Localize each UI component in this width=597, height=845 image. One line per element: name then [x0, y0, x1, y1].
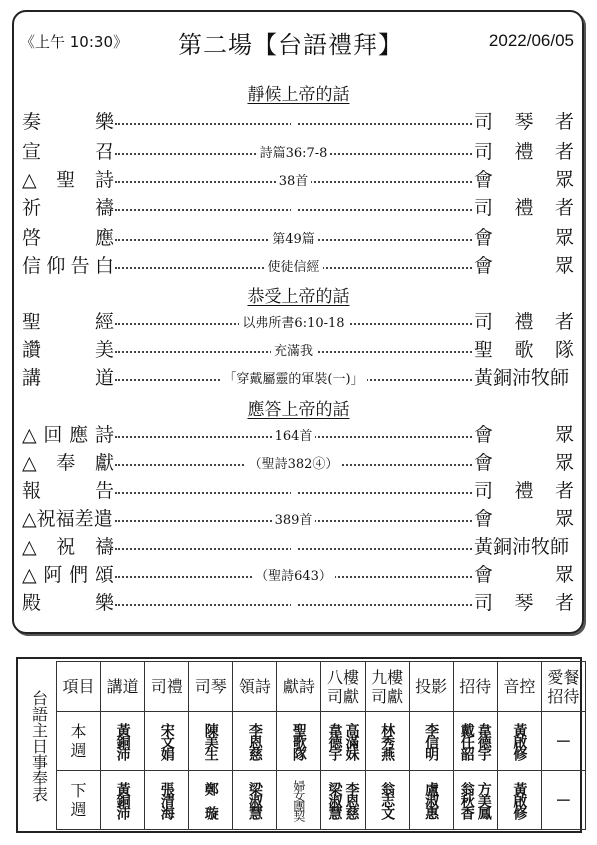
- cell-names: [321, 782, 364, 818]
- table-cell: [365, 712, 409, 771]
- service-header: [0, 27, 597, 57]
- cell-names: [145, 782, 188, 818]
- service-item-detail: 第49篇: [269, 232, 318, 247]
- service-item-detail-wrap: [115, 224, 472, 254]
- person-name: 盧淑惠: [423, 782, 440, 818]
- table-cell: [101, 712, 145, 771]
- person-name: 黃啟修: [511, 723, 528, 759]
- service-item: [22, 166, 574, 194]
- table-header-cell: 九樓司獻: [365, 662, 409, 712]
- service-item-detail: [291, 485, 297, 500]
- cell-names: [498, 782, 541, 818]
- person-name: 婦女團契: [291, 780, 306, 820]
- service-item-detail: 詩篇36:7-8: [257, 146, 331, 161]
- section-heading: 恭受上帝的話: [247, 287, 350, 307]
- service-item-responsible: 司 琴 者: [474, 592, 574, 614]
- service-time: 《上午 10:30》: [20, 33, 128, 51]
- service-item-name: 信 仰 告 白: [22, 255, 114, 277]
- service-item: [22, 252, 574, 280]
- cell-names: [542, 732, 585, 751]
- person-name: 韋德宇: [326, 723, 343, 759]
- table-cell: [453, 712, 497, 771]
- service-item-name: 奏 樂: [22, 111, 114, 133]
- service-item: [22, 449, 574, 477]
- page-title: 第二場【台語禮拜】: [178, 31, 403, 59]
- person-name: 方美鳳: [475, 782, 492, 818]
- table-header-cell: 司禮: [145, 662, 189, 712]
- person-name: 翁秋香: [458, 782, 475, 818]
- cell-names: [101, 723, 144, 759]
- service-item-responsible: 會 眾: [474, 508, 574, 530]
- table-header-row: [22, 662, 586, 712]
- table-cell: [277, 712, 321, 771]
- person-name: 李信明: [423, 723, 440, 759]
- service-item-responsible: 會 眾: [474, 169, 574, 191]
- person-name: 韋德宇: [475, 723, 492, 759]
- service-item-responsible: 會 眾: [474, 424, 574, 446]
- cell-names: [542, 791, 585, 810]
- person-name: 黃啟修: [511, 782, 528, 818]
- table-cell: [541, 771, 585, 830]
- service-item: [22, 533, 574, 561]
- service-item-responsible: 會 眾: [474, 564, 574, 586]
- duty-table-title: 台語主日事奉表: [22, 662, 57, 830]
- service-item-name: △ 祝 福 差 遣: [22, 508, 113, 530]
- service-item-name: △ 奉 獻: [22, 452, 114, 474]
- service-item-name: △ 祝 禱: [22, 536, 114, 558]
- table-cell: [541, 712, 585, 771]
- service-item-detail-wrap: [115, 505, 472, 535]
- service-item: [22, 308, 574, 336]
- table-header-cell: 八樓司獻: [321, 662, 365, 712]
- service-item-detail: [291, 202, 297, 217]
- cell-names: [321, 723, 364, 759]
- service-date: 2022/06/05: [488, 31, 574, 50]
- section-heading: 應答上帝的話: [247, 400, 350, 420]
- table-row: [22, 712, 586, 771]
- cell-names: [233, 782, 276, 818]
- service-item-name: 讚 美: [22, 339, 114, 361]
- cell-names: [277, 780, 320, 820]
- service-item: [22, 561, 574, 589]
- table-row: [22, 771, 586, 830]
- service-item-responsible: 黃 銅 沛 牧 師: [474, 367, 570, 389]
- service-item: [22, 224, 574, 252]
- person-name: 聖歌隊: [290, 723, 307, 759]
- service-item-responsible: 司 禮 者: [474, 197, 574, 219]
- service-item-detail-wrap: [115, 364, 472, 394]
- person-name: 鄭 璇: [202, 782, 219, 818]
- service-item: [22, 194, 574, 222]
- service-item: [22, 589, 574, 617]
- table-cell: [145, 771, 189, 830]
- cell-names: [277, 723, 320, 759]
- cell-names: [145, 723, 188, 759]
- table-cell: [189, 712, 233, 771]
- cell-names: [233, 723, 276, 759]
- service-item-name: △ 回 應 詩: [22, 424, 114, 446]
- service-item: [22, 108, 574, 136]
- person-name: 高滿妹: [343, 723, 360, 759]
- service-item-name: △ 阿 們 頌: [22, 564, 114, 586]
- table-cell: [233, 771, 277, 830]
- service-item-responsible: 會 眾: [474, 452, 574, 474]
- table-header-cell: 愛餐招待: [541, 662, 585, 712]
- table-cell: [409, 712, 453, 771]
- service-item: [22, 336, 574, 364]
- table-header-cell: 司琴: [189, 662, 233, 712]
- service-item-detail-wrap: [115, 533, 472, 563]
- cell-names: [410, 782, 453, 818]
- service-item-detail: 「穿戴屬靈的軍裝(一)」: [220, 372, 366, 387]
- service-item-detail: [291, 597, 297, 612]
- service-item-detail: 使徒信經: [264, 260, 322, 275]
- table-header-cell: 講道: [101, 662, 145, 712]
- table-cell: [145, 712, 189, 771]
- section-heading: 靜候上帝的話: [247, 85, 350, 105]
- service-item-name: △ 聖 詩: [22, 169, 114, 191]
- service-item-detail-wrap: [115, 336, 472, 366]
- cell-names: [366, 723, 409, 759]
- service-item-name: 宣 召: [22, 141, 114, 163]
- cell-names: [101, 782, 144, 818]
- week-label: 下週: [57, 771, 101, 830]
- service-item: [22, 477, 574, 505]
- duty-roster-table: [22, 661, 586, 830]
- service-item-detail-wrap: [115, 421, 472, 451]
- cell-names: [189, 782, 232, 818]
- table-cell: [365, 771, 409, 830]
- service-item-name: 祈 禱: [22, 197, 114, 219]
- table-header-cell: 項目: [57, 662, 101, 712]
- service-item-detail-wrap: [115, 561, 472, 591]
- service-item-detail: [291, 116, 297, 131]
- cell-names: [189, 723, 232, 759]
- service-item-name: 殿 樂: [22, 592, 114, 614]
- service-item-name: 聖 經: [22, 311, 114, 333]
- table-cell: [497, 771, 541, 830]
- service-item-detail-wrap: [115, 308, 472, 338]
- service-item: [22, 505, 574, 533]
- cell-names: [410, 723, 453, 759]
- table-header-cell: 音控: [497, 662, 541, 712]
- service-item-responsible: 會 眾: [474, 227, 574, 249]
- cell-names: [498, 723, 541, 759]
- service-item-detail: 389首: [272, 513, 316, 528]
- person-name: －: [555, 731, 572, 751]
- service-item-detail-wrap: [115, 449, 472, 479]
- service-item-detail: 164首: [272, 429, 316, 444]
- table-cell: [101, 771, 145, 830]
- cell-names: [454, 782, 497, 818]
- cell-names: [366, 782, 409, 818]
- person-name: －: [555, 790, 572, 810]
- service-item-detail: （聖詩643）: [252, 569, 335, 584]
- service-item-detail: 以弗所書6:10-18: [239, 316, 347, 331]
- service-item-responsible: 司 琴 者: [474, 111, 574, 133]
- person-name: 李恩慈: [343, 782, 360, 818]
- person-name: 宋文娟: [158, 723, 175, 759]
- week-label: 本週: [57, 712, 101, 771]
- service-item: [22, 364, 574, 392]
- service-item-detail-wrap: [115, 589, 472, 619]
- table-header-cell: 招待: [453, 662, 497, 712]
- service-item-name: 啓 應: [22, 227, 114, 249]
- service-item-name: 講 道: [22, 367, 114, 389]
- service-item-detail-wrap: [115, 108, 472, 138]
- table-cell: [277, 771, 321, 830]
- service-item-detail-wrap: [115, 252, 472, 282]
- cell-names: [454, 723, 497, 759]
- person-name: 梁淑慧: [246, 782, 263, 818]
- table-cell: [321, 712, 365, 771]
- service-item-responsible: 黃 銅 沛 牧 師: [474, 536, 570, 558]
- service-item-responsible: 聖 歌 隊: [474, 339, 574, 361]
- service-item-responsible: 會 眾: [474, 255, 574, 277]
- service-item: [22, 138, 574, 166]
- service-item-detail-wrap: [115, 166, 472, 196]
- service-item-responsible: 司 禮 者: [474, 141, 574, 163]
- person-name: 梁淑慧: [326, 782, 343, 818]
- table-cell: [189, 771, 233, 830]
- service-item-detail: 38首: [276, 174, 312, 189]
- service-item-responsible: 司 禮 者: [474, 480, 574, 502]
- service-item-detail-wrap: [115, 138, 472, 168]
- person-name: 黃銅沛: [114, 782, 131, 818]
- service-item-detail-wrap: [115, 477, 472, 507]
- person-name: 李恩慈: [246, 723, 263, 759]
- service-item-name: 報 告: [22, 480, 114, 502]
- table-header-cell: 投影: [409, 662, 453, 712]
- service-item-detail: （聖詩382④）: [246, 457, 342, 472]
- service-item-detail: 充滿我: [271, 344, 316, 359]
- table-cell: [409, 771, 453, 830]
- service-item-detail-wrap: [115, 194, 472, 224]
- table-header-cell: 獻詩: [277, 662, 321, 712]
- service-item: [22, 421, 574, 449]
- table-cell: [453, 771, 497, 830]
- service-item-responsible: 司 禮 者: [474, 311, 574, 333]
- person-name: 戴任韶: [458, 723, 475, 759]
- table-header-cell: 領詩: [233, 662, 277, 712]
- person-name: 黃銅沛: [114, 723, 131, 759]
- person-name: 陳美生: [202, 723, 219, 759]
- person-name: 林秀燕: [379, 723, 396, 759]
- table-cell: [321, 771, 365, 830]
- table-cell: [497, 712, 541, 771]
- table-cell: [233, 712, 277, 771]
- service-item-detail: [291, 541, 297, 556]
- person-name: 張清海: [158, 782, 175, 818]
- person-name: 翁志文: [379, 782, 396, 818]
